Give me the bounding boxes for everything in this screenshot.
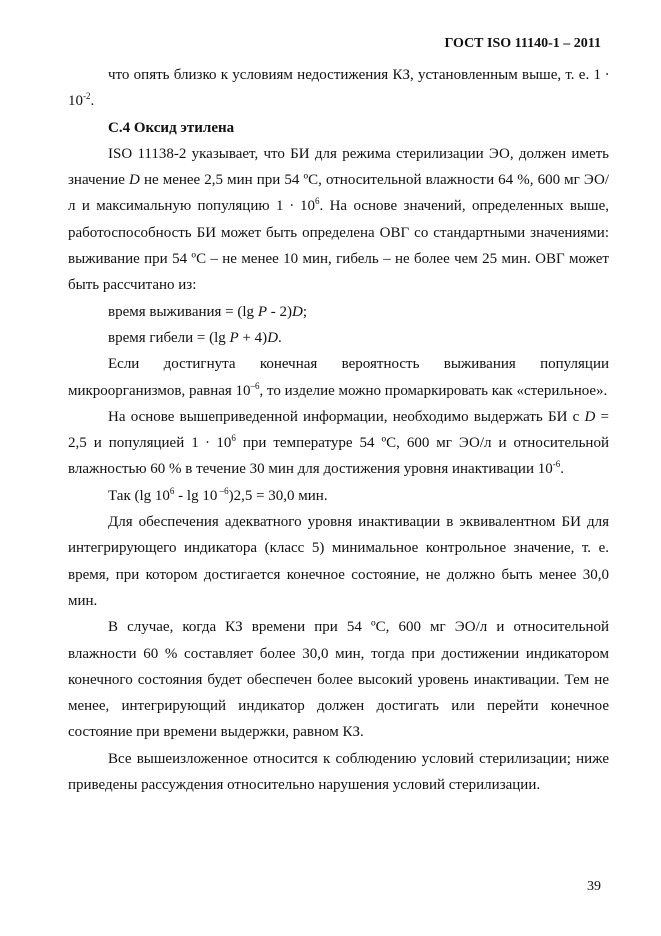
formula-survival-time: время выживания = (lg P - 2)D;: [108, 303, 307, 320]
section-heading: С.4 Оксид этилена: [108, 119, 235, 136]
paragraph-continuation: что опять близко к условиям недостижения КЗ, установленным выше, т. е. $1 \cdot 10^{-2}$.: [68, 67, 609, 110]
document-body: [68, 62, 609, 798]
paragraph-sterile-marking: Если достигнута конечная вероятность выживания популяции микроорганизмов, равная $10^{-6}$, то изделие можно промаркировать как «стерильное».: [68, 356, 609, 399]
paragraph-higher-inactivation: В случае, когда КЗ времени при 54 ºС, 600 мг ЭО/л и относительной влажности 60 % составляет более 30,0 мин, тогда при достижении индикатором конечного состояния будет обеспечен более высокий уровень инактивации. Тем не менее, интегрирующий индикатор должен достигать или перейти конечное состояние при времени выдержки, равном КЗ.: [68, 619, 609, 741]
formula-kill-time: время гибели = (lg P + 4)D.: [108, 329, 282, 346]
paragraph-integrating-indicator: Для обеспечения адекватного уровня инактивации в эквивалентном БИ для интегрирующего индикатора (класс 5) минимальное контрольное значение, т. е. время, при котором достигается конечное состояние, не должно быть менее 30,0 мин.: [68, 514, 609, 609]
paragraph-iso-requirements: ISO 11138-2 указывает, что БИ для режима стерилизации ЭО, должен иметь значение D не менее 2,5 мин при 54 ºС, относительной влажности 64 %, 600 мг ЭО/л и максимальную популяцию $1 \cdot 10^6$. На основе значений, определенных выше, работоспособность БИ может быть определена ОВГ со стандартными значениями: выживание при 54 ºС – не менее 10 мин, гибель – не более чем 25 мин. ОВГ может быть рассчитано из:: [68, 145, 609, 294]
standard-header: ГОСТ ISO 11140-1 – 2011: [444, 36, 601, 51]
page-number: 39: [587, 879, 601, 894]
paragraph-exposure-requirement: На основе вышеприведенной информации, необходимо выдержать БИ с D = 2,5 и популяцией $1 \cdot 10^6$ при температуре 54 ºС, 600 мг ЭО/л и относительной влажностью 60 % в течение 30 мин для достижения уровня инактивации $10^{-6}$.: [68, 408, 609, 478]
paragraph-calculation: Так (lg $10^6$ - lg 10 $^{-6}$)2,5 = 30,0 мин.: [108, 485, 328, 504]
paragraph-conclusion: Все вышеизложенное относится к соблюдению условий стерилизации; ниже приведены рассуждения относительно нарушения условий стерилизации.: [68, 750, 609, 794]
